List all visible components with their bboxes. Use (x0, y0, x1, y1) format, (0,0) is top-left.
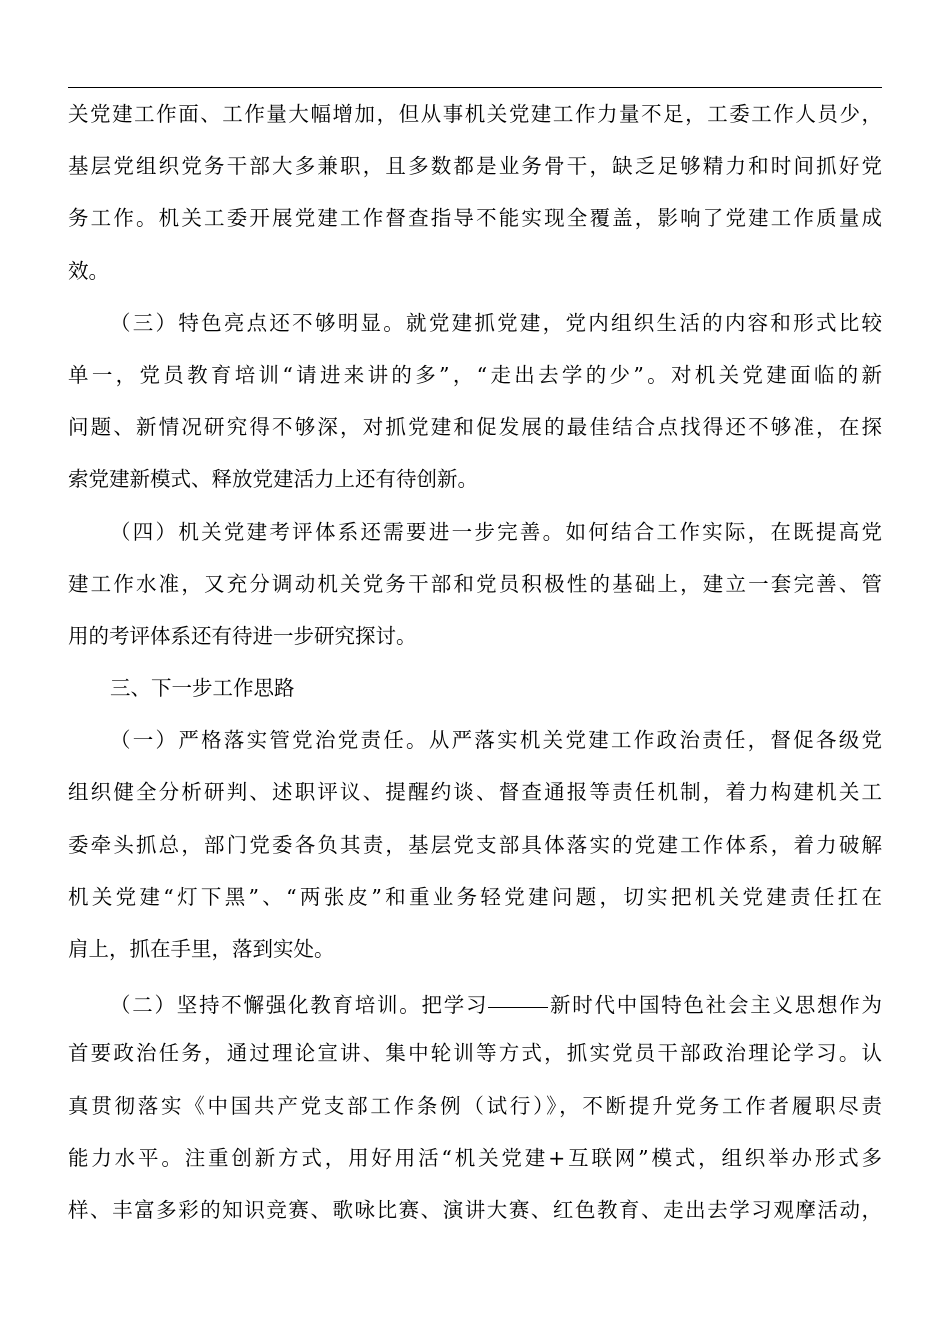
text-line: 真贯彻落实《中国共产党支部工作条例（试行）》，不断提升党务工作者履职尽责 (68, 1093, 882, 1118)
text-line: （四）机关党建考评体系还需要进一步完善。如何结合工作实际，在既提高党 (110, 519, 882, 544)
text-line: 效。 (68, 258, 109, 283)
text-fragment: （二）坚持不懈强化教育培训。把学习 (110, 993, 489, 1018)
blank-underline (488, 977, 548, 1008)
paragraph-continuation (68, 94, 882, 303)
text-line: 首要政治任务，通过理论宣讲、集中轮训等方式，抓实党员干部政治理论学习。认 (68, 1041, 882, 1066)
paragraph-education-training (68, 981, 882, 1242)
text-line: 样、丰富多彩的知识竞赛、歌咏比赛、演讲大赛、红色教育、走出去学习观摩活动， (68, 1197, 882, 1222)
text-line: （一）严格落实管党治党责任。从严落实机关党建工作政治责任，督促各级党 (110, 728, 882, 753)
text-fragment: 新时代中国特色社会主义思想作为 (548, 993, 882, 1018)
document-body (68, 94, 882, 1242)
header-rule (68, 87, 882, 88)
paragraph-highlights (68, 303, 882, 512)
text-line (68, 981, 882, 1033)
text-line: （三）特色亮点还不够明显。就党建抓党建，党内组织生活的内容和形式比较 (110, 310, 882, 335)
paragraph-evaluation-system (68, 512, 882, 669)
section-heading: 三、下一步工作思路 (110, 676, 295, 701)
text-line: 关党建工作面、工作量大幅增加，但从事机关党建工作力量不足，工委工作人员少， (68, 102, 882, 126)
text-line: 单一，党员教育培训“请进来讲的多”，“走出去学的少”。对机关党建面临的新 (68, 362, 882, 387)
paragraph-responsibility (68, 720, 882, 981)
text-line: 肩上，抓在手里，落到实处。 (68, 937, 335, 961)
text-line: 机关党建“灯下黑”、“两张皮”和重业务轻党建问题，切实把机关党建责任扛在 (68, 884, 882, 909)
text-line: 基层党组织党务干部大多兼职，且多数都是业务骨干，缺乏足够精力和时间抓好党 (68, 154, 882, 179)
text-line: 用的考评体系还有待进一步研究探讨。 (68, 623, 417, 648)
text-line: 建工作水准，又充分调动机关党务干部和党员积极性的基础上，建立一套完善、管 (68, 571, 882, 596)
text-line: 能力水平。注重创新方式，用好用活“机关党建+互联网”模式，组织举办形式多 (68, 1145, 882, 1170)
text-line: 问题、新情况研究得不够深，对抓党建和促发展的最佳结合点找得还不够准，在探 (68, 415, 882, 440)
text-line: 委牵头抓总，部门党委各负其责，基层党支部具体落实的党建工作体系，着力破解 (68, 832, 882, 857)
text-line: 索党建新模式、释放党建活力上还有待创新。 (68, 467, 478, 492)
text-line: 组织健全分析研判、述职评议、提醒约谈、督查通报等责任机制，着力构建机关工 (68, 780, 882, 805)
text-line: 务工作。机关工委开展党建工作督查指导不能实现全覆盖，影响了党建工作质量成 (68, 206, 882, 231)
